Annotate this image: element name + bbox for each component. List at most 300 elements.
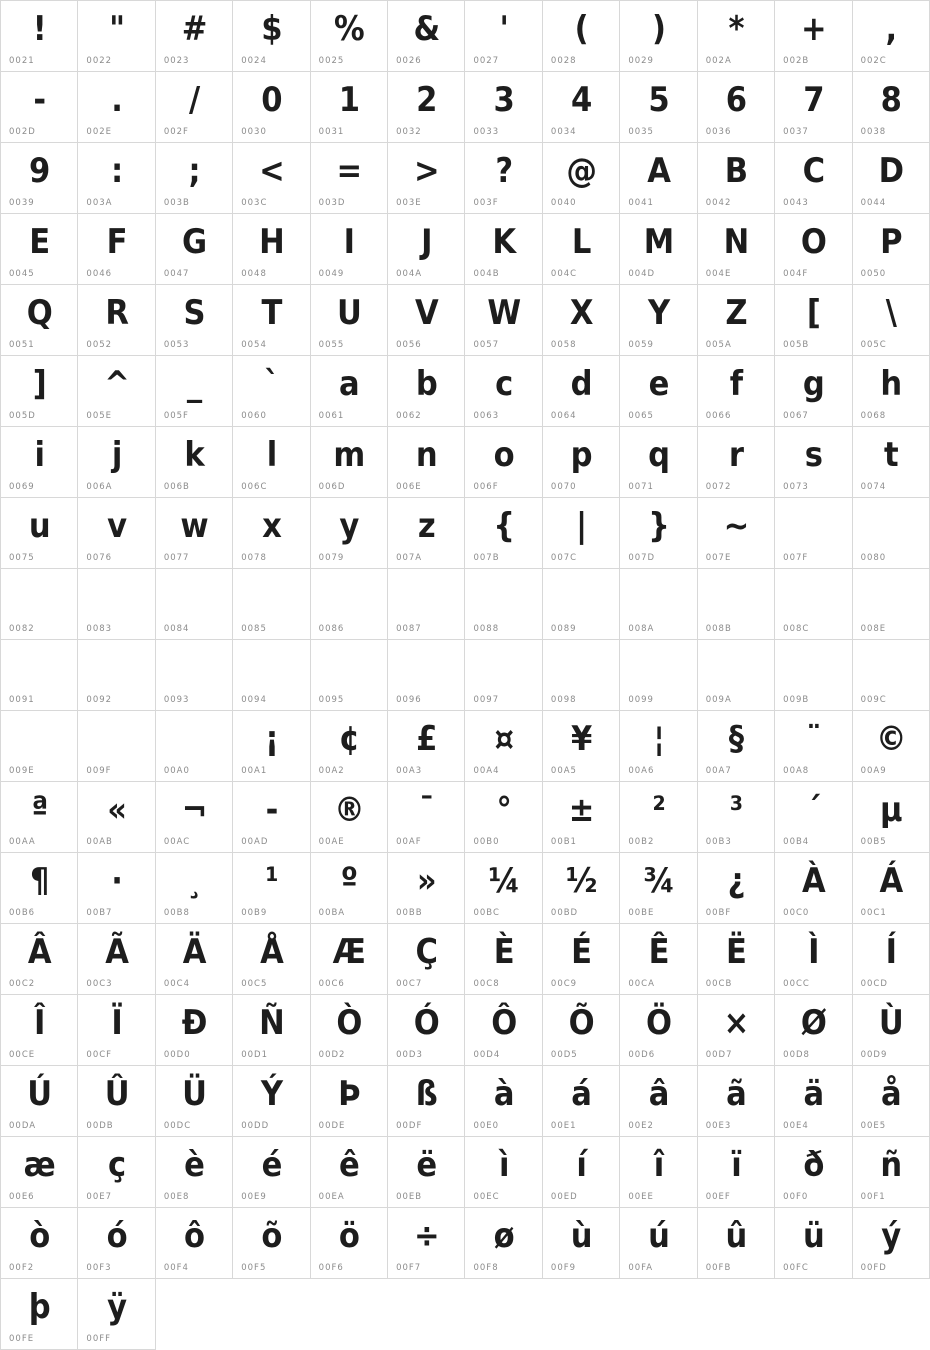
character-cell[interactable] [853,1066,930,1137]
character-cell[interactable] [311,782,388,853]
character-cell[interactable] [620,569,697,640]
character-codepoint: 0036 [705,127,732,137]
character-glyph: Ø [800,1003,826,1043]
character-cell[interactable] [853,782,930,853]
character-cell[interactable] [311,214,388,285]
character-cell[interactable] [465,640,542,711]
character-cell[interactable] [388,214,465,285]
character-cell[interactable] [233,285,310,356]
character-cell[interactable] [543,356,620,427]
character-cell[interactable] [78,711,155,782]
character-codepoint: 004E [705,269,732,279]
character-glyph: ± [568,790,594,830]
character-glyph [1,715,77,763]
character-glyph: } [648,506,669,546]
character-cell[interactable] [311,995,388,1066]
character-cell[interactable] [1,995,78,1066]
character-codepoint: 003D [318,198,346,208]
character-codepoint: 0040 [550,198,577,208]
character-cell[interactable] [233,356,310,427]
character-cell[interactable] [388,924,465,995]
character-glyph: $ [261,9,282,49]
character-codepoint: 0065 [628,411,654,421]
character-glyph: 0 [261,80,282,120]
character-cell[interactable] [156,640,233,711]
character-cell[interactable] [465,72,542,143]
character-cell[interactable] [775,498,852,569]
character-cell[interactable] [233,995,310,1066]
character-cell[interactable] [620,782,697,853]
character-cell[interactable] [78,853,155,924]
character-codepoint: 00D6 [628,1050,656,1060]
character-glyph: ý [881,1216,901,1256]
character-cell[interactable] [233,1208,310,1279]
character-glyph: © [875,719,906,759]
character-cell[interactable] [543,427,620,498]
character-cell[interactable] [78,1066,155,1137]
character-cell[interactable] [156,498,233,569]
character-cell[interactable] [543,285,620,356]
character-cell[interactable] [388,72,465,143]
character-codepoint: 00CC [783,979,810,989]
character-cell[interactable] [156,143,233,214]
character-glyph [388,644,464,692]
character-cell[interactable] [233,924,310,995]
character-cell[interactable] [465,285,542,356]
character-cell[interactable] [311,1,388,72]
character-cell[interactable] [620,924,697,995]
character-cell[interactable] [543,498,620,569]
character-cell[interactable] [78,640,155,711]
character-cell[interactable] [1,640,78,711]
character-cell[interactable] [233,1066,310,1137]
character-glyph [156,644,232,692]
character-codepoint: 0078 [241,553,267,563]
character-cell[interactable] [620,427,697,498]
character-cell[interactable] [156,711,233,782]
character-glyph: y [339,506,359,546]
character-cell[interactable] [775,1137,852,1208]
character-codepoint: 0087 [396,624,422,634]
character-cell[interactable] [388,356,465,427]
character-cell[interactable] [465,924,542,995]
character-cell[interactable] [465,143,542,214]
character-cell[interactable] [388,427,465,498]
character-glyph: ñ [880,1145,902,1185]
character-glyph: è [184,1145,204,1185]
character-codepoint: 0041 [628,198,654,208]
character-cell[interactable] [543,782,620,853]
character-cell[interactable] [620,711,697,782]
character-cell[interactable] [1,924,78,995]
character-cell[interactable] [853,143,930,214]
character-cell[interactable] [311,427,388,498]
character-cell[interactable] [465,853,542,924]
character-codepoint: 0051 [9,340,35,350]
character-glyph: É [571,932,592,972]
character-glyph [698,644,774,692]
character-glyph: ¤ [494,719,513,759]
character-cell[interactable] [465,569,542,640]
character-cell[interactable] [156,1066,233,1137]
character-cell[interactable] [156,1137,233,1208]
character-cell[interactable] [465,711,542,782]
character-cell[interactable] [543,995,620,1066]
character-cell[interactable] [775,782,852,853]
character-cell[interactable] [698,782,775,853]
character-cell[interactable] [465,1137,542,1208]
character-cell[interactable] [388,143,465,214]
character-cell[interactable] [465,995,542,1066]
character-cell[interactable] [311,924,388,995]
character-cell[interactable] [1,143,78,214]
character-glyph: ³ [729,790,743,830]
character-glyph: ù [570,1216,592,1256]
character-codepoint: 00D4 [473,1050,501,1060]
character-cell[interactable] [853,853,930,924]
character-codepoint: 00F0 [783,1192,809,1202]
character-cell[interactable] [1,1066,78,1137]
character-cell[interactable] [1,1,78,72]
character-cell[interactable] [233,143,310,214]
character-cell[interactable] [853,569,930,640]
character-cell[interactable] [853,1208,930,1279]
character-cell[interactable] [620,498,697,569]
character-codepoint: 00C9 [550,979,578,989]
character-codepoint: 009B [783,695,810,705]
character-glyph: a [339,364,359,404]
character-cell[interactable] [698,1,775,72]
character-cell[interactable] [311,1208,388,1279]
character-cell[interactable] [388,1208,465,1279]
character-cell[interactable] [311,569,388,640]
character-cell[interactable] [543,924,620,995]
character-cell[interactable] [775,924,852,995]
character-cell[interactable] [311,143,388,214]
character-cell[interactable] [775,995,852,1066]
character-cell[interactable] [465,427,542,498]
character-codepoint: 00F6 [318,1263,344,1273]
character-glyph [620,573,696,621]
character-cell[interactable] [311,1066,388,1137]
character-cell[interactable] [620,72,697,143]
character-codepoint: 0070 [550,482,577,492]
character-cell[interactable] [853,427,930,498]
character-cell[interactable] [698,1208,775,1279]
character-cell[interactable] [1,853,78,924]
character-cell[interactable] [156,853,233,924]
character-cell[interactable] [1,569,78,640]
character-glyph [853,573,929,621]
character-cell[interactable] [156,995,233,1066]
character-cell[interactable] [1,711,78,782]
character-codepoint: 0085 [241,624,267,634]
character-cell[interactable] [853,356,930,427]
character-cell[interactable] [1,356,78,427]
character-cell[interactable] [465,1066,542,1137]
character-cell[interactable] [233,853,310,924]
character-glyph: « [107,790,126,830]
character-cell[interactable] [388,1066,465,1137]
character-cell[interactable] [465,782,542,853]
character-glyph: - [265,790,278,830]
character-glyph: ò [29,1216,50,1256]
character-cell[interactable] [156,1208,233,1279]
character-glyph: 6 [725,80,747,120]
character-codepoint: 00D7 [705,1050,733,1060]
character-cell[interactable] [543,1066,620,1137]
character-cell[interactable] [233,640,310,711]
character-cell[interactable] [698,1066,775,1137]
character-cell[interactable] [543,72,620,143]
character-cell[interactable] [698,1137,775,1208]
character-cell[interactable] [775,143,852,214]
character-cell[interactable] [698,356,775,427]
character-codepoint: 00EE [628,1192,654,1202]
character-cell[interactable] [543,143,620,214]
character-cell[interactable] [78,569,155,640]
character-cell[interactable] [698,853,775,924]
character-codepoint: 0047 [163,269,190,279]
character-codepoint: 00FF [86,1334,112,1344]
character-cell[interactable] [233,1,310,72]
character-cell[interactable] [388,285,465,356]
character-cell[interactable] [698,427,775,498]
character-cell[interactable] [620,853,697,924]
character-cell[interactable] [311,1137,388,1208]
character-cell[interactable] [698,640,775,711]
character-cell[interactable] [388,640,465,711]
character-codepoint: 00A6 [628,766,655,776]
character-cell[interactable] [156,72,233,143]
character-cell[interactable] [698,498,775,569]
character-cell[interactable] [388,853,465,924]
character-cell[interactable] [1,1137,78,1208]
character-cell[interactable] [78,214,155,285]
character-cell[interactable] [853,924,930,995]
character-glyph: ¯ [419,790,434,830]
character-cell[interactable] [311,285,388,356]
character-cell[interactable] [388,1137,465,1208]
character-cell[interactable] [156,569,233,640]
character-cell[interactable] [388,995,465,1066]
character-codepoint: 0045 [9,269,35,279]
character-codepoint: 00DC [163,1121,192,1131]
character-cell[interactable] [853,640,930,711]
character-cell[interactable] [78,1208,155,1279]
character-cell[interactable] [1,427,78,498]
character-cell[interactable] [853,72,930,143]
character-cell[interactable] [388,711,465,782]
character-codepoint: 00AA [9,837,36,847]
character-cell[interactable] [311,853,388,924]
character-cell[interactable] [78,1,155,72]
character-cell[interactable] [233,1137,310,1208]
character-cell[interactable] [233,214,310,285]
character-cell[interactable] [543,569,620,640]
character-cell[interactable] [698,143,775,214]
character-glyph: Ï [111,1003,122,1043]
character-cell[interactable] [775,72,852,143]
character-cell[interactable] [311,72,388,143]
character-codepoint: 00F4 [163,1263,189,1273]
character-cell[interactable] [853,285,930,356]
character-codepoint: 00CD [860,979,888,989]
character-cell[interactable] [698,995,775,1066]
character-cell[interactable] [543,1,620,72]
character-codepoint: 00E6 [9,1192,35,1202]
character-cell[interactable] [388,569,465,640]
character-cell[interactable] [156,427,233,498]
character-cell[interactable] [1,285,78,356]
character-cell[interactable] [620,1208,697,1279]
character-glyph: v [107,506,127,546]
character-cell[interactable] [1,782,78,853]
character-codepoint: 00AD [241,837,269,847]
character-glyph: { [493,506,515,546]
character-cell[interactable] [775,427,852,498]
character-cell[interactable] [1,1279,78,1350]
character-cell[interactable] [78,427,155,498]
character-cell[interactable] [156,924,233,995]
character-cell[interactable] [853,1,930,72]
character-cell[interactable] [233,711,310,782]
character-cell[interactable] [78,1279,155,1350]
character-cell[interactable] [775,640,852,711]
character-cell[interactable] [465,1,542,72]
character-cell[interactable] [775,1208,852,1279]
character-cell[interactable] [853,1137,930,1208]
character-cell[interactable] [1,1208,78,1279]
character-cell[interactable] [775,1,852,72]
character-cell[interactable] [775,356,852,427]
character-codepoint: 0034 [550,127,577,137]
character-cell[interactable] [620,143,697,214]
character-glyph: § [728,719,744,759]
character-glyph: = [336,151,362,191]
character-cell[interactable] [543,853,620,924]
character-cell[interactable] [775,214,852,285]
character-cell[interactable] [465,214,542,285]
character-cell[interactable] [620,214,697,285]
character-cell[interactable] [311,640,388,711]
character-cell[interactable] [775,1066,852,1137]
character-glyph: e [648,364,669,404]
character-cell[interactable] [78,995,155,1066]
character-cell[interactable] [311,711,388,782]
character-cell[interactable] [543,640,620,711]
character-cell[interactable] [775,285,852,356]
character-codepoint: 005A [705,340,732,350]
character-codepoint: 0037 [783,127,809,137]
character-codepoint: 00B3 [705,837,732,847]
character-cell[interactable] [465,498,542,569]
character-cell[interactable] [620,1066,697,1137]
character-cell[interactable] [620,640,697,711]
character-cell[interactable] [388,498,465,569]
character-cell[interactable] [620,285,697,356]
character-cell[interactable] [1,214,78,285]
character-cell[interactable] [78,1137,155,1208]
character-glyph: [ [806,293,820,333]
character-codepoint: 0086 [318,624,345,634]
character-cell[interactable] [156,214,233,285]
character-cell[interactable] [78,782,155,853]
character-cell[interactable] [465,356,542,427]
character-codepoint: 006E [396,482,422,492]
character-cell[interactable] [233,427,310,498]
character-cell[interactable] [156,782,233,853]
character-cell[interactable] [775,853,852,924]
character-cell[interactable] [543,711,620,782]
character-glyph: ÿ [107,1287,127,1327]
character-cell[interactable] [78,924,155,995]
character-cell[interactable] [311,356,388,427]
character-glyph: Å [260,932,283,972]
character-cell[interactable] [543,1208,620,1279]
character-cell[interactable] [1,498,78,569]
character-cell[interactable] [775,711,852,782]
character-cell[interactable] [233,72,310,143]
character-cell[interactable] [543,1137,620,1208]
character-cell[interactable] [78,285,155,356]
character-codepoint: 00B0 [473,837,500,847]
character-codepoint: 00F3 [86,1263,112,1273]
character-cell[interactable] [543,214,620,285]
character-cell[interactable] [698,72,775,143]
character-cell[interactable] [1,72,78,143]
character-cell[interactable] [233,782,310,853]
character-cell[interactable] [156,1,233,72]
character-cell[interactable] [853,498,930,569]
character-codepoint: 00BA [318,908,346,918]
character-cell[interactable] [78,72,155,143]
character-glyph: ¸ [186,861,202,901]
character-cell[interactable] [620,1,697,72]
character-cell[interactable] [311,498,388,569]
character-glyph [78,715,154,763]
character-codepoint: 007A [396,553,423,563]
character-codepoint: 00F7 [396,1263,422,1273]
character-cell[interactable] [233,498,310,569]
character-cell[interactable] [78,356,155,427]
character-cell[interactable] [775,569,852,640]
character-glyph: ° [496,790,511,830]
character-cell[interactable] [698,711,775,782]
character-cell[interactable] [156,356,233,427]
character-cell[interactable] [233,569,310,640]
character-cell[interactable] [620,356,697,427]
character-cell[interactable] [78,498,155,569]
character-glyph: Ù [878,1003,903,1043]
character-cell[interactable] [698,285,775,356]
character-cell[interactable] [388,1,465,72]
character-cell[interactable] [853,995,930,1066]
character-cell[interactable] [156,285,233,356]
character-cell[interactable] [853,214,930,285]
character-cell[interactable] [620,1137,697,1208]
character-cell[interactable] [388,782,465,853]
character-cell[interactable] [620,995,697,1066]
character-cell[interactable] [698,924,775,995]
character-glyph: â [648,1074,669,1114]
character-cell[interactable] [465,1208,542,1279]
character-cell[interactable] [853,711,930,782]
character-glyph: ª [31,790,48,830]
character-cell[interactable] [698,569,775,640]
character-cell[interactable] [78,143,155,214]
character-cell[interactable] [698,214,775,285]
